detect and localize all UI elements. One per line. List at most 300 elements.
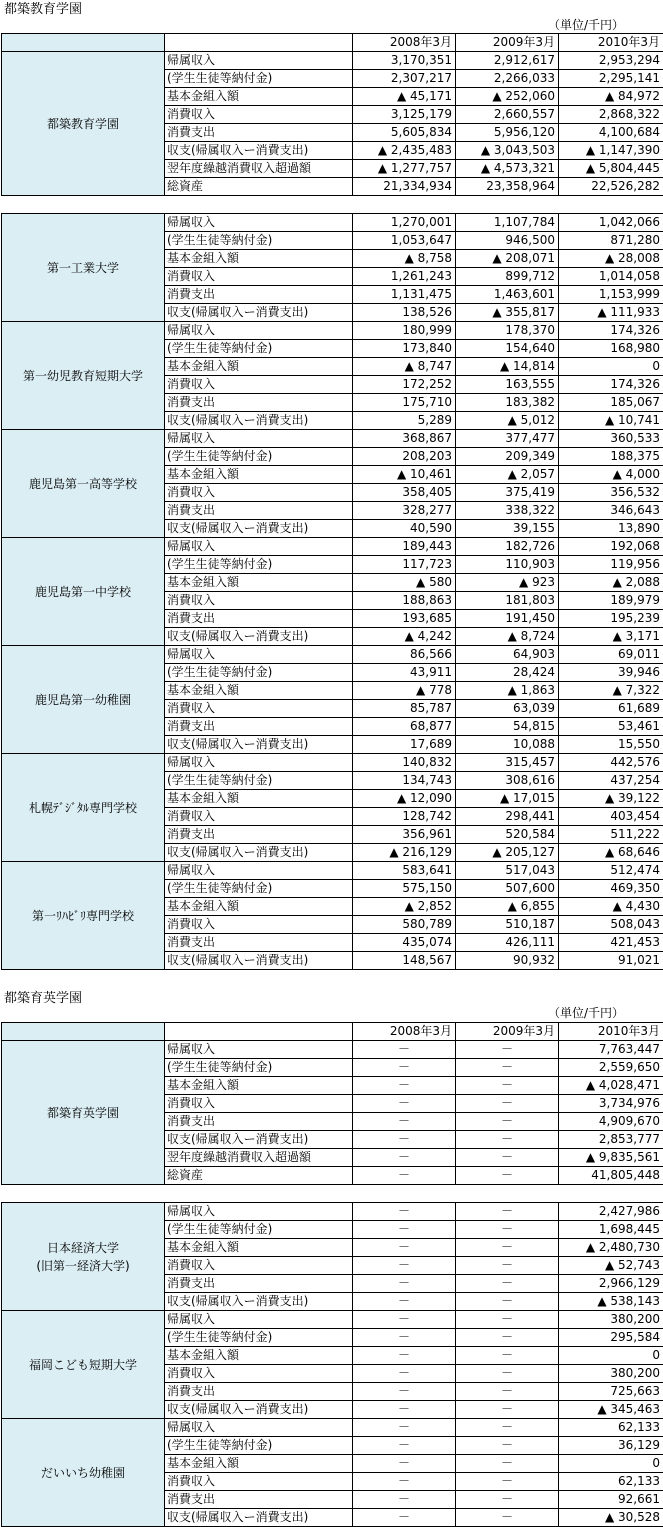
institution-name: [2, 538, 165, 646]
table-row: [2, 52, 663, 70]
value-cell: －: [353, 1311, 456, 1329]
value-cell: 17,689: [353, 736, 456, 754]
value-cell: 725,663: [559, 1383, 663, 1401]
institution-name: [2, 1311, 165, 1419]
row-label: 消費収入: [165, 106, 353, 124]
value-cell: 91,021: [559, 952, 663, 970]
column-header: 2009年3月: [456, 1023, 559, 1041]
value-cell: ▲ 2,088: [559, 574, 663, 592]
column-header: 2008年3月: [353, 34, 456, 52]
institution-name-line: 鹿児島第一中学校: [34, 584, 131, 599]
header-cell: [165, 34, 353, 52]
value-cell: －: [353, 1473, 456, 1491]
value-cell: －: [456, 1275, 559, 1293]
value-cell: －: [353, 1491, 456, 1509]
value-cell: 188,863: [353, 592, 456, 610]
value-cell: 308,616: [456, 772, 559, 790]
value-cell: 899,712: [456, 268, 559, 286]
value-cell: ▲ 3,043,503: [456, 142, 559, 160]
row-label: 帰属収入: [165, 646, 353, 664]
value-cell: 62,133: [559, 1473, 663, 1491]
row-label: 消費収入: [165, 916, 353, 934]
value-cell: 520,584: [456, 826, 559, 844]
institution-name-line: 都築育英学園: [46, 1105, 119, 1120]
value-cell: －: [456, 1257, 559, 1275]
value-cell: 22,526,282: [559, 178, 663, 196]
row-label: 収支(帰属収入ー消費支出): [165, 1401, 353, 1419]
value-cell: 360,533: [559, 430, 663, 448]
row-label: 消費収入: [165, 700, 353, 718]
section-title: 都築育英学園: [4, 991, 83, 1006]
row-label: 消費支出: [165, 124, 353, 142]
value-cell: 508,043: [559, 916, 663, 934]
value-cell: 871,280: [559, 232, 663, 250]
institution-name-line: だいいち幼稚園: [40, 1465, 125, 1480]
value-cell: 356,532: [559, 484, 663, 502]
row-label: 消費収入: [165, 1095, 353, 1113]
value-cell: 69,011: [559, 646, 663, 664]
financial-table: [1, 1022, 663, 1185]
value-cell: ▲ 30,528: [559, 1509, 663, 1527]
institution-name-line: 日本経済大学: [46, 1240, 119, 1255]
value-cell: －: [456, 1131, 559, 1149]
column-header: 2008年3月: [353, 1023, 456, 1041]
value-cell: 510,187: [456, 916, 559, 934]
value-cell: －: [456, 1041, 559, 1059]
value-cell: 2,295,141: [559, 70, 663, 88]
institution-name: [2, 1041, 165, 1185]
value-cell: －: [456, 1509, 559, 1527]
row-label: 帰属収入: [165, 1419, 353, 1437]
financial-table: [1, 33, 663, 196]
value-cell: －: [456, 1329, 559, 1347]
value-cell: 148,567: [353, 952, 456, 970]
value-cell: －: [456, 1383, 559, 1401]
value-cell: 154,640: [456, 340, 559, 358]
value-cell: －: [456, 1077, 559, 1095]
table-row: [2, 1041, 663, 1059]
row-label: 基本金組入額: [165, 250, 353, 268]
value-cell: 119,956: [559, 556, 663, 574]
row-label: 帰属収入: [165, 754, 353, 772]
value-cell: －: [353, 1293, 456, 1311]
row-label: 翌年度繰越消費収入超過額: [165, 160, 353, 178]
row-label: 収支(帰属収入ー消費支出): [165, 952, 353, 970]
value-cell: 174,326: [559, 376, 663, 394]
value-cell: －: [353, 1437, 456, 1455]
value-cell: 315,457: [456, 754, 559, 772]
value-cell: 92,661: [559, 1491, 663, 1509]
value-cell: 182,726: [456, 538, 559, 556]
value-cell: 172,252: [353, 376, 456, 394]
value-cell: 195,239: [559, 610, 663, 628]
value-cell: －: [456, 1239, 559, 1257]
value-cell: 61,689: [559, 700, 663, 718]
value-cell: 368,867: [353, 430, 456, 448]
value-cell: 403,454: [559, 808, 663, 826]
value-cell: ▲ 1,277,757: [353, 160, 456, 178]
value-cell: 1,153,999: [559, 286, 663, 304]
value-cell: －: [353, 1239, 456, 1257]
value-cell: 208,203: [353, 448, 456, 466]
value-cell: 85,787: [353, 700, 456, 718]
row-label: 帰属収入: [165, 1311, 353, 1329]
value-cell: 358,405: [353, 484, 456, 502]
value-cell: 86,566: [353, 646, 456, 664]
value-cell: －: [456, 1401, 559, 1419]
value-cell: 346,643: [559, 502, 663, 520]
value-cell: 193,685: [353, 610, 456, 628]
value-cell: 3,734,976: [559, 1095, 663, 1113]
value-cell: 1,014,058: [559, 268, 663, 286]
value-cell: ▲ 2,435,483: [353, 142, 456, 160]
value-cell: ▲ 10,741: [559, 412, 663, 430]
value-cell: 192,068: [559, 538, 663, 556]
institution-name-line: (旧第一経済大学): [36, 1258, 130, 1273]
value-cell: －: [353, 1401, 456, 1419]
value-cell: ▲ 68,646: [559, 844, 663, 862]
value-cell: 117,723: [353, 556, 456, 574]
value-cell: ▲ 205,127: [456, 844, 559, 862]
value-cell: －: [353, 1257, 456, 1275]
value-cell: ▲ 3,171: [559, 628, 663, 646]
value-cell: 175,710: [353, 394, 456, 412]
value-cell: 380,200: [559, 1311, 663, 1329]
value-cell: －: [456, 1347, 559, 1365]
row-label: 総資産: [165, 178, 353, 196]
row-label: 消費支出: [165, 718, 353, 736]
value-cell: 134,743: [353, 772, 456, 790]
value-cell: 181,803: [456, 592, 559, 610]
value-cell: －: [456, 1473, 559, 1491]
value-cell: ▲ 5,804,445: [559, 160, 663, 178]
value-cell: －: [353, 1419, 456, 1437]
value-cell: ▲ 355,817: [456, 304, 559, 322]
row-label: 消費収入: [165, 1473, 353, 1491]
row-label: 収支(帰属収入ー消費支出): [165, 628, 353, 646]
value-cell: －: [456, 1311, 559, 1329]
value-cell: 421,453: [559, 934, 663, 952]
row-label: 消費収入: [165, 592, 353, 610]
row-label: 消費収入: [165, 268, 353, 286]
value-cell: －: [353, 1383, 456, 1401]
institution-name-line: 鹿児島第一高等学校: [28, 476, 137, 491]
value-cell: －: [353, 1131, 456, 1149]
row-label: 消費支出: [165, 394, 353, 412]
header-cell: [2, 1023, 165, 1041]
value-cell: ▲ 8,758: [353, 250, 456, 268]
row-label: (学生生徒等納付金): [165, 1221, 353, 1239]
value-cell: ▲ 580: [353, 574, 456, 592]
value-cell: ▲ 10,461: [353, 466, 456, 484]
column-header: 2009年3月: [456, 34, 559, 52]
value-cell: 507,600: [456, 880, 559, 898]
value-cell: ▲ 1,863: [456, 682, 559, 700]
value-cell: －: [353, 1455, 456, 1473]
value-cell: 517,043: [456, 862, 559, 880]
row-label: 基本金組入額: [165, 358, 353, 376]
value-cell: ▲ 39,122: [559, 790, 663, 808]
value-cell: 435,074: [353, 934, 456, 952]
value-cell: 1,042,066: [559, 214, 663, 232]
row-label: 帰属収入: [165, 538, 353, 556]
value-cell: 1,131,475: [353, 286, 456, 304]
section-title: 都築教育学園: [4, 2, 83, 17]
value-cell: 183,382: [456, 394, 559, 412]
row-label: (学生生徒等納付金): [165, 448, 353, 466]
value-cell: 1,698,445: [559, 1221, 663, 1239]
value-cell: ▲ 8,724: [456, 628, 559, 646]
value-cell: －: [353, 1203, 456, 1221]
value-cell: 209,349: [456, 448, 559, 466]
value-cell: 1,053,647: [353, 232, 456, 250]
row-label: 基本金組入額: [165, 682, 353, 700]
row-label: 消費収入: [165, 376, 353, 394]
value-cell: 68,877: [353, 718, 456, 736]
value-cell: －: [456, 1113, 559, 1131]
value-cell: 3,170,351: [353, 52, 456, 70]
value-cell: 174,326: [559, 322, 663, 340]
row-label: 帰属収入: [165, 1203, 353, 1221]
row-label: 消費支出: [165, 826, 353, 844]
value-cell: 191,450: [456, 610, 559, 628]
value-cell: －: [353, 1221, 456, 1239]
value-cell: 7,763,447: [559, 1041, 663, 1059]
row-label: 基本金組入額: [165, 466, 353, 484]
column-header: 2010年3月: [559, 34, 663, 52]
row-label: 消費支出: [165, 502, 353, 520]
value-cell: －: [456, 1491, 559, 1509]
table-row: [2, 1203, 663, 1221]
institution-name-line: 福岡こども短期大学: [28, 1357, 137, 1372]
value-cell: ▲ 4,028,471: [559, 1077, 663, 1095]
value-cell: 173,840: [353, 340, 456, 358]
value-cell: 1,261,243: [353, 268, 456, 286]
row-label: 収支(帰属収入ー消費支出): [165, 1293, 353, 1311]
unit-label: （単位/千円）: [548, 18, 625, 32]
value-cell: ▲ 14,814: [456, 358, 559, 376]
value-cell: 90,932: [456, 952, 559, 970]
value-cell: －: [456, 1203, 559, 1221]
value-cell: 375,419: [456, 484, 559, 502]
value-cell: ▲ 12,090: [353, 790, 456, 808]
value-cell: 2,266,033: [456, 70, 559, 88]
row-label: 消費支出: [165, 286, 353, 304]
unit-label: （単位/千円）: [548, 1006, 625, 1020]
value-cell: 23,358,964: [456, 178, 559, 196]
value-cell: 3,125,179: [353, 106, 456, 124]
value-cell: －: [353, 1509, 456, 1527]
value-cell: ▲ 4,430: [559, 898, 663, 916]
value-cell: 328,277: [353, 502, 456, 520]
institution-name: [2, 322, 165, 430]
row-label: 帰属収入: [165, 214, 353, 232]
row-label: (学生生徒等納付金): [165, 1059, 353, 1077]
value-cell: －: [353, 1077, 456, 1095]
value-cell: －: [456, 1221, 559, 1239]
institution-name-line: 都築教育学園: [46, 116, 119, 131]
row-label: 消費収入: [165, 484, 353, 502]
value-cell: 1,463,601: [456, 286, 559, 304]
value-cell: ▲ 52,743: [559, 1257, 663, 1275]
value-cell: 40,590: [353, 520, 456, 538]
row-label: 収支(帰属収入ー消費支出): [165, 412, 353, 430]
value-cell: 380,200: [559, 1365, 663, 1383]
table-row: [2, 1419, 663, 1437]
row-label: (学生生徒等納付金): [165, 70, 353, 88]
value-cell: 5,956,120: [456, 124, 559, 142]
row-label: 基本金組入額: [165, 1347, 353, 1365]
value-cell: 377,477: [456, 430, 559, 448]
value-cell: 0: [559, 1347, 663, 1365]
value-cell: 1,107,784: [456, 214, 559, 232]
value-cell: 2,953,294: [559, 52, 663, 70]
value-cell: ▲ 4,573,321: [456, 160, 559, 178]
value-cell: ▲ 345,463: [559, 1401, 663, 1419]
row-label: 消費収入: [165, 1257, 353, 1275]
value-cell: －: [456, 1167, 559, 1185]
value-cell: ▲ 252,060: [456, 88, 559, 106]
value-cell: －: [353, 1329, 456, 1347]
institution-name: [2, 52, 165, 196]
value-cell: 110,903: [456, 556, 559, 574]
value-cell: 180,999: [353, 322, 456, 340]
value-cell: ▲ 45,171: [353, 88, 456, 106]
row-label: (学生生徒等納付金): [165, 1437, 353, 1455]
row-label: (学生生徒等納付金): [165, 772, 353, 790]
value-cell: －: [353, 1275, 456, 1293]
value-cell: ▲ 9,835,561: [559, 1149, 663, 1167]
value-cell: 36,129: [559, 1437, 663, 1455]
row-label: 収支(帰属収入ー消費支出): [165, 304, 353, 322]
value-cell: －: [353, 1365, 456, 1383]
header-row: [2, 1023, 663, 1041]
column-header: 2010年3月: [559, 1023, 663, 1041]
value-cell: －: [456, 1149, 559, 1167]
value-cell: 2,853,777: [559, 1131, 663, 1149]
value-cell: 163,555: [456, 376, 559, 394]
value-cell: ▲ 923: [456, 574, 559, 592]
value-cell: －: [456, 1059, 559, 1077]
institution-name-line: 第一工業大学: [46, 260, 119, 275]
institution-name: [2, 430, 165, 538]
value-cell: －: [353, 1059, 456, 1077]
value-cell: 437,254: [559, 772, 663, 790]
value-cell: ▲ 8,747: [353, 358, 456, 376]
value-cell: ▲ 2,852: [353, 898, 456, 916]
row-label: 基本金組入額: [165, 898, 353, 916]
value-cell: 28,424: [456, 664, 559, 682]
row-label: 帰属収入: [165, 862, 353, 880]
row-label: 収支(帰属収入ー消費支出): [165, 1131, 353, 1149]
value-cell: 442,576: [559, 754, 663, 772]
financial-table: [1, 1202, 663, 1527]
row-label: 基本金組入額: [165, 88, 353, 106]
value-cell: －: [456, 1437, 559, 1455]
value-cell: 13,890: [559, 520, 663, 538]
row-label: 消費支出: [165, 934, 353, 952]
value-cell: 15,550: [559, 736, 663, 754]
value-cell: 469,350: [559, 880, 663, 898]
value-cell: ▲ 2,057: [456, 466, 559, 484]
value-cell: ▲ 778: [353, 682, 456, 700]
institution-name: [2, 754, 165, 862]
header-row: [2, 34, 663, 52]
header-cell: [165, 1023, 353, 1041]
table-row: [2, 538, 663, 556]
row-label: 収支(帰属収入ー消費支出): [165, 142, 353, 160]
value-cell: 511,222: [559, 826, 663, 844]
row-label: 収支(帰属収入ー消費支出): [165, 520, 353, 538]
value-cell: 21,334,934: [353, 178, 456, 196]
table-row: [2, 646, 663, 664]
row-label: 消費収入: [165, 1365, 353, 1383]
row-label: 帰属収入: [165, 322, 353, 340]
institution-name-line: 鹿児島第一幼稚園: [34, 692, 131, 707]
row-label: 収支(帰属収入ー消費支出): [165, 844, 353, 862]
value-cell: 0: [559, 1455, 663, 1473]
table-row: [2, 1311, 663, 1329]
row-label: 消費支出: [165, 1383, 353, 1401]
value-cell: 356,961: [353, 826, 456, 844]
value-cell: ▲ 208,071: [456, 250, 559, 268]
value-cell: 2,868,322: [559, 106, 663, 124]
row-label: 帰属収入: [165, 430, 353, 448]
value-cell: ▲ 5,012: [456, 412, 559, 430]
value-cell: 2,912,617: [456, 52, 559, 70]
value-cell: 298,441: [456, 808, 559, 826]
row-label: 基本金組入額: [165, 574, 353, 592]
value-cell: 64,903: [456, 646, 559, 664]
value-cell: 295,584: [559, 1329, 663, 1347]
value-cell: 1,270,001: [353, 214, 456, 232]
value-cell: 53,461: [559, 718, 663, 736]
value-cell: 140,832: [353, 754, 456, 772]
value-cell: －: [353, 1149, 456, 1167]
value-cell: 138,526: [353, 304, 456, 322]
row-label: 基本金組入額: [165, 790, 353, 808]
row-label: (学生生徒等納付金): [165, 664, 353, 682]
value-cell: ▲ 28,008: [559, 250, 663, 268]
value-cell: ▲ 111,933: [559, 304, 663, 322]
value-cell: 188,375: [559, 448, 663, 466]
institution-name: [2, 646, 165, 754]
row-label: (学生生徒等納付金): [165, 880, 353, 898]
value-cell: ▲ 216,129: [353, 844, 456, 862]
value-cell: 338,322: [456, 502, 559, 520]
value-cell: 2,559,650: [559, 1059, 663, 1077]
value-cell: －: [456, 1365, 559, 1383]
value-cell: 189,443: [353, 538, 456, 556]
value-cell: 0: [559, 358, 663, 376]
value-cell: 10,088: [456, 736, 559, 754]
value-cell: ▲ 2,480,730: [559, 1239, 663, 1257]
value-cell: ▲ 6,855: [456, 898, 559, 916]
value-cell: 4,909,670: [559, 1113, 663, 1131]
value-cell: －: [456, 1455, 559, 1473]
value-cell: 4,100,684: [559, 124, 663, 142]
value-cell: 178,370: [456, 322, 559, 340]
value-cell: 43,911: [353, 664, 456, 682]
value-cell: 580,789: [353, 916, 456, 934]
row-label: 基本金組入額: [165, 1077, 353, 1095]
value-cell: 54,815: [456, 718, 559, 736]
value-cell: 946,500: [456, 232, 559, 250]
value-cell: 2,427,986: [559, 1203, 663, 1221]
value-cell: －: [456, 1419, 559, 1437]
value-cell: 62,133: [559, 1419, 663, 1437]
row-label: (学生生徒等納付金): [165, 232, 353, 250]
